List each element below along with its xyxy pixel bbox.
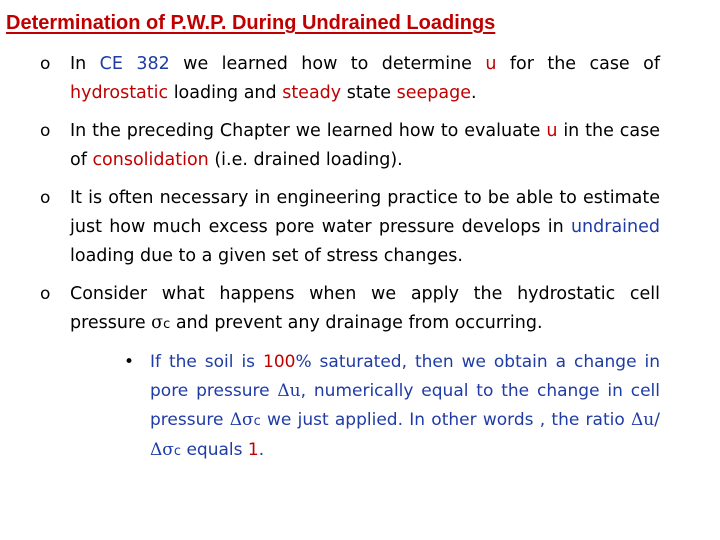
- term-one: 1: [247, 440, 259, 460]
- text: (i.e. drained loading).: [208, 150, 403, 170]
- bullet-marker: o: [40, 188, 51, 208]
- subscript-c: c: [163, 317, 171, 332]
- sub-bullet-saturated: [122, 348, 660, 466]
- text: state: [341, 83, 397, 103]
- delta-sigma-symbol: Δσ: [229, 410, 254, 430]
- text: .: [470, 83, 477, 103]
- term-u: u: [485, 54, 497, 74]
- subscript-c: c: [173, 444, 182, 459]
- text: If the soil is: [150, 352, 263, 372]
- bullet-item-consolidation: [40, 117, 660, 175]
- text: In the preceding Chapter we learned how to evaluate: [70, 121, 547, 141]
- text: Consider what happens when we apply the hydrostatic cell pressure: [70, 284, 660, 333]
- text: It is often necessary in engineering practice to be able to estimate just how much excess pore water pressure develops in: [70, 188, 660, 237]
- bullet-item-ce382: [40, 50, 660, 108]
- bullet-marker: o: [40, 121, 51, 141]
- delta-u-symbol: Δu: [277, 381, 301, 401]
- term-100: 100: [263, 352, 296, 372]
- text: loading and: [168, 83, 283, 103]
- slide-title: Determination of P.W.P. During Undrained Loadings: [6, 12, 496, 34]
- ratio-delta-sigma-symbol: Δσ: [150, 440, 174, 460]
- ratio-delta-u-symbol: Δu: [631, 410, 655, 430]
- term-consolidation: consolidation: [92, 150, 209, 170]
- text: .: [258, 440, 265, 460]
- bullet-marker: o: [40, 54, 51, 74]
- text: % saturated, then we obtain a change in pore pressure: [150, 352, 660, 401]
- term-undrained: undrained: [570, 217, 660, 237]
- term-seepage: seepage: [396, 83, 471, 103]
- bullet-item-cell-pressure: [40, 280, 660, 339]
- subscript-c: c: [253, 414, 261, 429]
- text: loading due to a given set of stress changes.: [70, 246, 463, 266]
- bullet-list: [40, 50, 660, 466]
- text: , numerically equal to the change in cell pressure: [150, 381, 660, 430]
- text: in the case of: [70, 121, 660, 170]
- text: for the case of: [496, 54, 660, 74]
- text: we just applied. In other words , the ratio: [260, 410, 632, 430]
- term-steady: steady: [282, 83, 342, 103]
- text: and prevent any drainage from occurring.: [170, 313, 543, 333]
- text: we learned how to determine: [169, 54, 486, 74]
- sub-bullet-marker: •: [124, 352, 135, 372]
- bullet-marker: o: [40, 284, 51, 304]
- term-hydrostatic: hydrostatic: [70, 83, 169, 103]
- text: In: [70, 54, 100, 74]
- bullet-item-undrained: [40, 184, 660, 271]
- sigma-symbol: σ: [151, 313, 164, 333]
- text: equals: [181, 440, 248, 460]
- course-code: CE 382: [99, 54, 170, 74]
- term-u: u: [546, 121, 558, 141]
- ratio-slash: /: [654, 410, 660, 430]
